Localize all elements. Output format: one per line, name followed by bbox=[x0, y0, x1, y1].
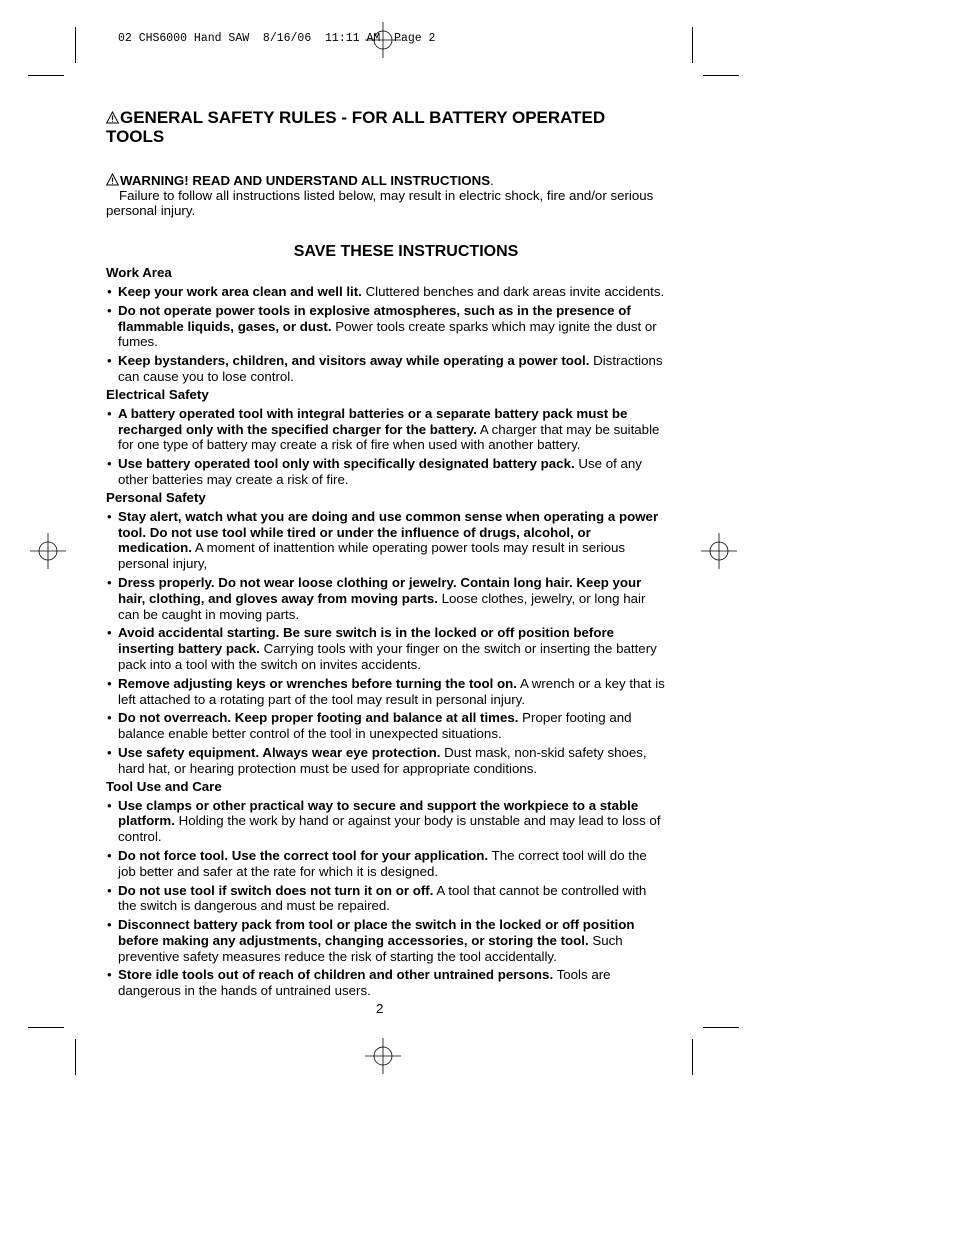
page-title bbox=[106, 108, 666, 146]
list-item bbox=[106, 303, 666, 350]
bullet: • bbox=[107, 882, 112, 898]
save-instructions-heading: SAVE THESE INSTRUCTIONS bbox=[293, 243, 519, 260]
section-heading: Electrical Safety bbox=[106, 386, 209, 402]
bullet: • bbox=[107, 302, 112, 318]
item-text: Tools are dangerous in the hands of untrained users. bbox=[118, 967, 611, 999]
list-item bbox=[106, 406, 666, 453]
warning-body: Failure to follow all instructions listed below, may result in electric shock, fire and/or serious personal injury. bbox=[106, 188, 654, 218]
bullet: • bbox=[107, 967, 112, 983]
bullet: • bbox=[107, 405, 112, 421]
crop-mark-top-left-v bbox=[75, 27, 76, 63]
item-bold-text: Avoid accidental starting. Be sure switch is in the locked or off position before inserting battery pack. bbox=[118, 625, 615, 657]
bullet: • bbox=[107, 744, 112, 760]
page-title-text: GENERAL SAFETY RULES - FOR ALL BATTERY OPERATED TOOLS bbox=[106, 108, 606, 146]
item-text: Power tools create sparks which may ignite the dust or fumes. bbox=[118, 318, 657, 350]
item-bold-text: Disconnect battery pack from tool or place the switch in the locked or off position before making any adjustments, changing accessories, or storing the tool. bbox=[118, 917, 635, 948]
warning-triangle-icon bbox=[106, 173, 119, 186]
item-text: Such preventive safety measures reduce the risk of starting the tool accidentally. bbox=[118, 932, 623, 964]
section-heading: Personal Safety bbox=[106, 489, 206, 505]
crop-mark-bottom-right-h bbox=[703, 1027, 739, 1028]
crop-mark-top-right-v bbox=[692, 27, 693, 63]
safety-sections bbox=[106, 265, 666, 999]
item-bold-text: A battery operated tool with integral batteries or a separate battery pack must be recharged only with the specified charger for the battery. bbox=[118, 405, 628, 437]
item-text: A wrench or a key that is left attached to a rotating part of the tool may result in personal injury. bbox=[118, 675, 665, 707]
list-item bbox=[106, 456, 666, 488]
item-text: Distractions can cause you to lose control. bbox=[118, 353, 663, 384]
item-text: Loose clothes, jewelry, or long hair can be caught in moving parts. bbox=[118, 590, 646, 622]
section-heading: Tool Use and Care bbox=[106, 778, 222, 794]
bullet: • bbox=[107, 710, 112, 726]
bullet: • bbox=[107, 284, 112, 299]
registration-mark-right-icon bbox=[701, 533, 737, 569]
item-bold-text: Store idle tools out of reach of children and other untrained persons. bbox=[118, 967, 554, 983]
warning-line bbox=[106, 173, 666, 188]
crop-mark-bottom-left-v bbox=[75, 1039, 76, 1075]
page-content bbox=[106, 108, 666, 999]
list-item bbox=[106, 575, 666, 622]
list-item bbox=[106, 509, 666, 572]
list-item bbox=[106, 848, 666, 880]
crop-mark-top-left-h bbox=[28, 75, 64, 76]
section-heading: Work Area bbox=[106, 265, 172, 280]
list-item bbox=[106, 967, 666, 999]
bullet: • bbox=[107, 917, 112, 933]
registration-mark-left-icon bbox=[30, 533, 66, 569]
list-item bbox=[106, 917, 666, 964]
bullet: • bbox=[107, 353, 112, 369]
item-bold-text: Keep your work area clean and well lit. bbox=[118, 284, 362, 299]
item-bold-text: Do not force tool. Use the correct tool for your application. bbox=[118, 847, 489, 863]
warning-period: . bbox=[490, 173, 494, 188]
item-bold-text: Do not use tool if switch does not turn it on or off. bbox=[118, 882, 434, 898]
item-text: The correct tool will do the job better and safer at the rate for which it is designed. bbox=[118, 847, 647, 879]
list-item bbox=[106, 798, 666, 845]
item-text: Holding the work by hand or against your body is unstable and may lead to loss of control. bbox=[118, 813, 661, 845]
item-text: A moment of inattention while operating power tools may result in serious personal injury, bbox=[118, 540, 626, 572]
list-item bbox=[106, 676, 666, 708]
warning-title: WARNING! READ AND UNDERSTAND ALL INSTRUCTIONS bbox=[120, 173, 491, 188]
item-text: Use of any other batteries may create a risk of fire. bbox=[118, 456, 642, 487]
crop-mark-bottom-left-h bbox=[28, 1027, 64, 1028]
print-slug: 02 CHS6000 Hand SAW 8/16/06 11:11 AM Page 2 bbox=[118, 32, 436, 45]
bullet: • bbox=[107, 456, 112, 472]
item-bold-text: Remove adjusting keys or wrenches before turning the tool on. bbox=[118, 675, 517, 691]
list-item bbox=[106, 353, 666, 385]
bullet: • bbox=[107, 508, 112, 524]
page-number: 2 bbox=[376, 1001, 384, 1016]
list-item bbox=[106, 625, 666, 672]
item-text: A tool that cannot be controlled with the switch is dangerous and must be repaired. bbox=[118, 882, 647, 914]
list-item bbox=[106, 883, 666, 915]
crop-mark-bottom-right-v bbox=[692, 1039, 693, 1075]
item-bold-text: Use safety equipment. Always wear eye protection. bbox=[118, 744, 441, 760]
list-item bbox=[106, 710, 666, 742]
registration-mark-top-icon bbox=[365, 22, 401, 58]
bullet: • bbox=[107, 847, 112, 863]
crop-mark-top-right-h bbox=[703, 75, 739, 76]
item-text: Proper footing and balance enable better control of the tool in unexpected situations. bbox=[118, 710, 632, 742]
item-bold-text: Do not operate power tools in explosive atmospheres, such as in the presence of flammable liquids, gases, or dust. bbox=[118, 302, 631, 334]
bullet: • bbox=[107, 675, 112, 691]
item-bold-text: Use battery operated tool only with specifically designated battery pack. bbox=[118, 456, 575, 472]
item-text: Dust mask, non-skid safety shoes, hard hat, or hearing protection must be used for appropriate conditions. bbox=[118, 744, 647, 776]
bullet: • bbox=[107, 574, 112, 590]
item-text: Cluttered benches and dark areas invite accidents. bbox=[361, 284, 665, 299]
warning-triangle-icon bbox=[106, 111, 119, 124]
item-text: Carrying tools with your finger on the switch or inserting the battery pack into a tool with the switch on invites accidents. bbox=[118, 641, 657, 672]
item-bold-text: Do not overreach. Keep proper footing and balance at all times. bbox=[118, 710, 519, 726]
item-bold-text: Use clamps or other practical way to secure and support the workpiece to a stable platform. bbox=[118, 797, 639, 829]
item-bold-text: Stay alert, watch what you are doing and use common sense when operating a power tool. Do not use tool while tired or under the influence of drugs, alcohol, or medication. bbox=[118, 508, 659, 556]
item-bold-text: Keep bystanders, children, and visitors away while operating a power tool. bbox=[118, 353, 590, 369]
list-item bbox=[106, 745, 666, 777]
list-item bbox=[106, 284, 666, 300]
item-text: A charger that may be suitable for one type of battery may create a risk of fire when used with another battery. bbox=[118, 421, 660, 453]
bullet: • bbox=[107, 797, 112, 813]
item-bold-text: Dress properly. Do not wear loose clothing or jewelry. Contain long hair. Keep your hair, clothing, and gloves away from moving parts. bbox=[118, 574, 642, 606]
registration-mark-bottom-icon bbox=[365, 1038, 401, 1074]
bullet: • bbox=[107, 625, 112, 641]
